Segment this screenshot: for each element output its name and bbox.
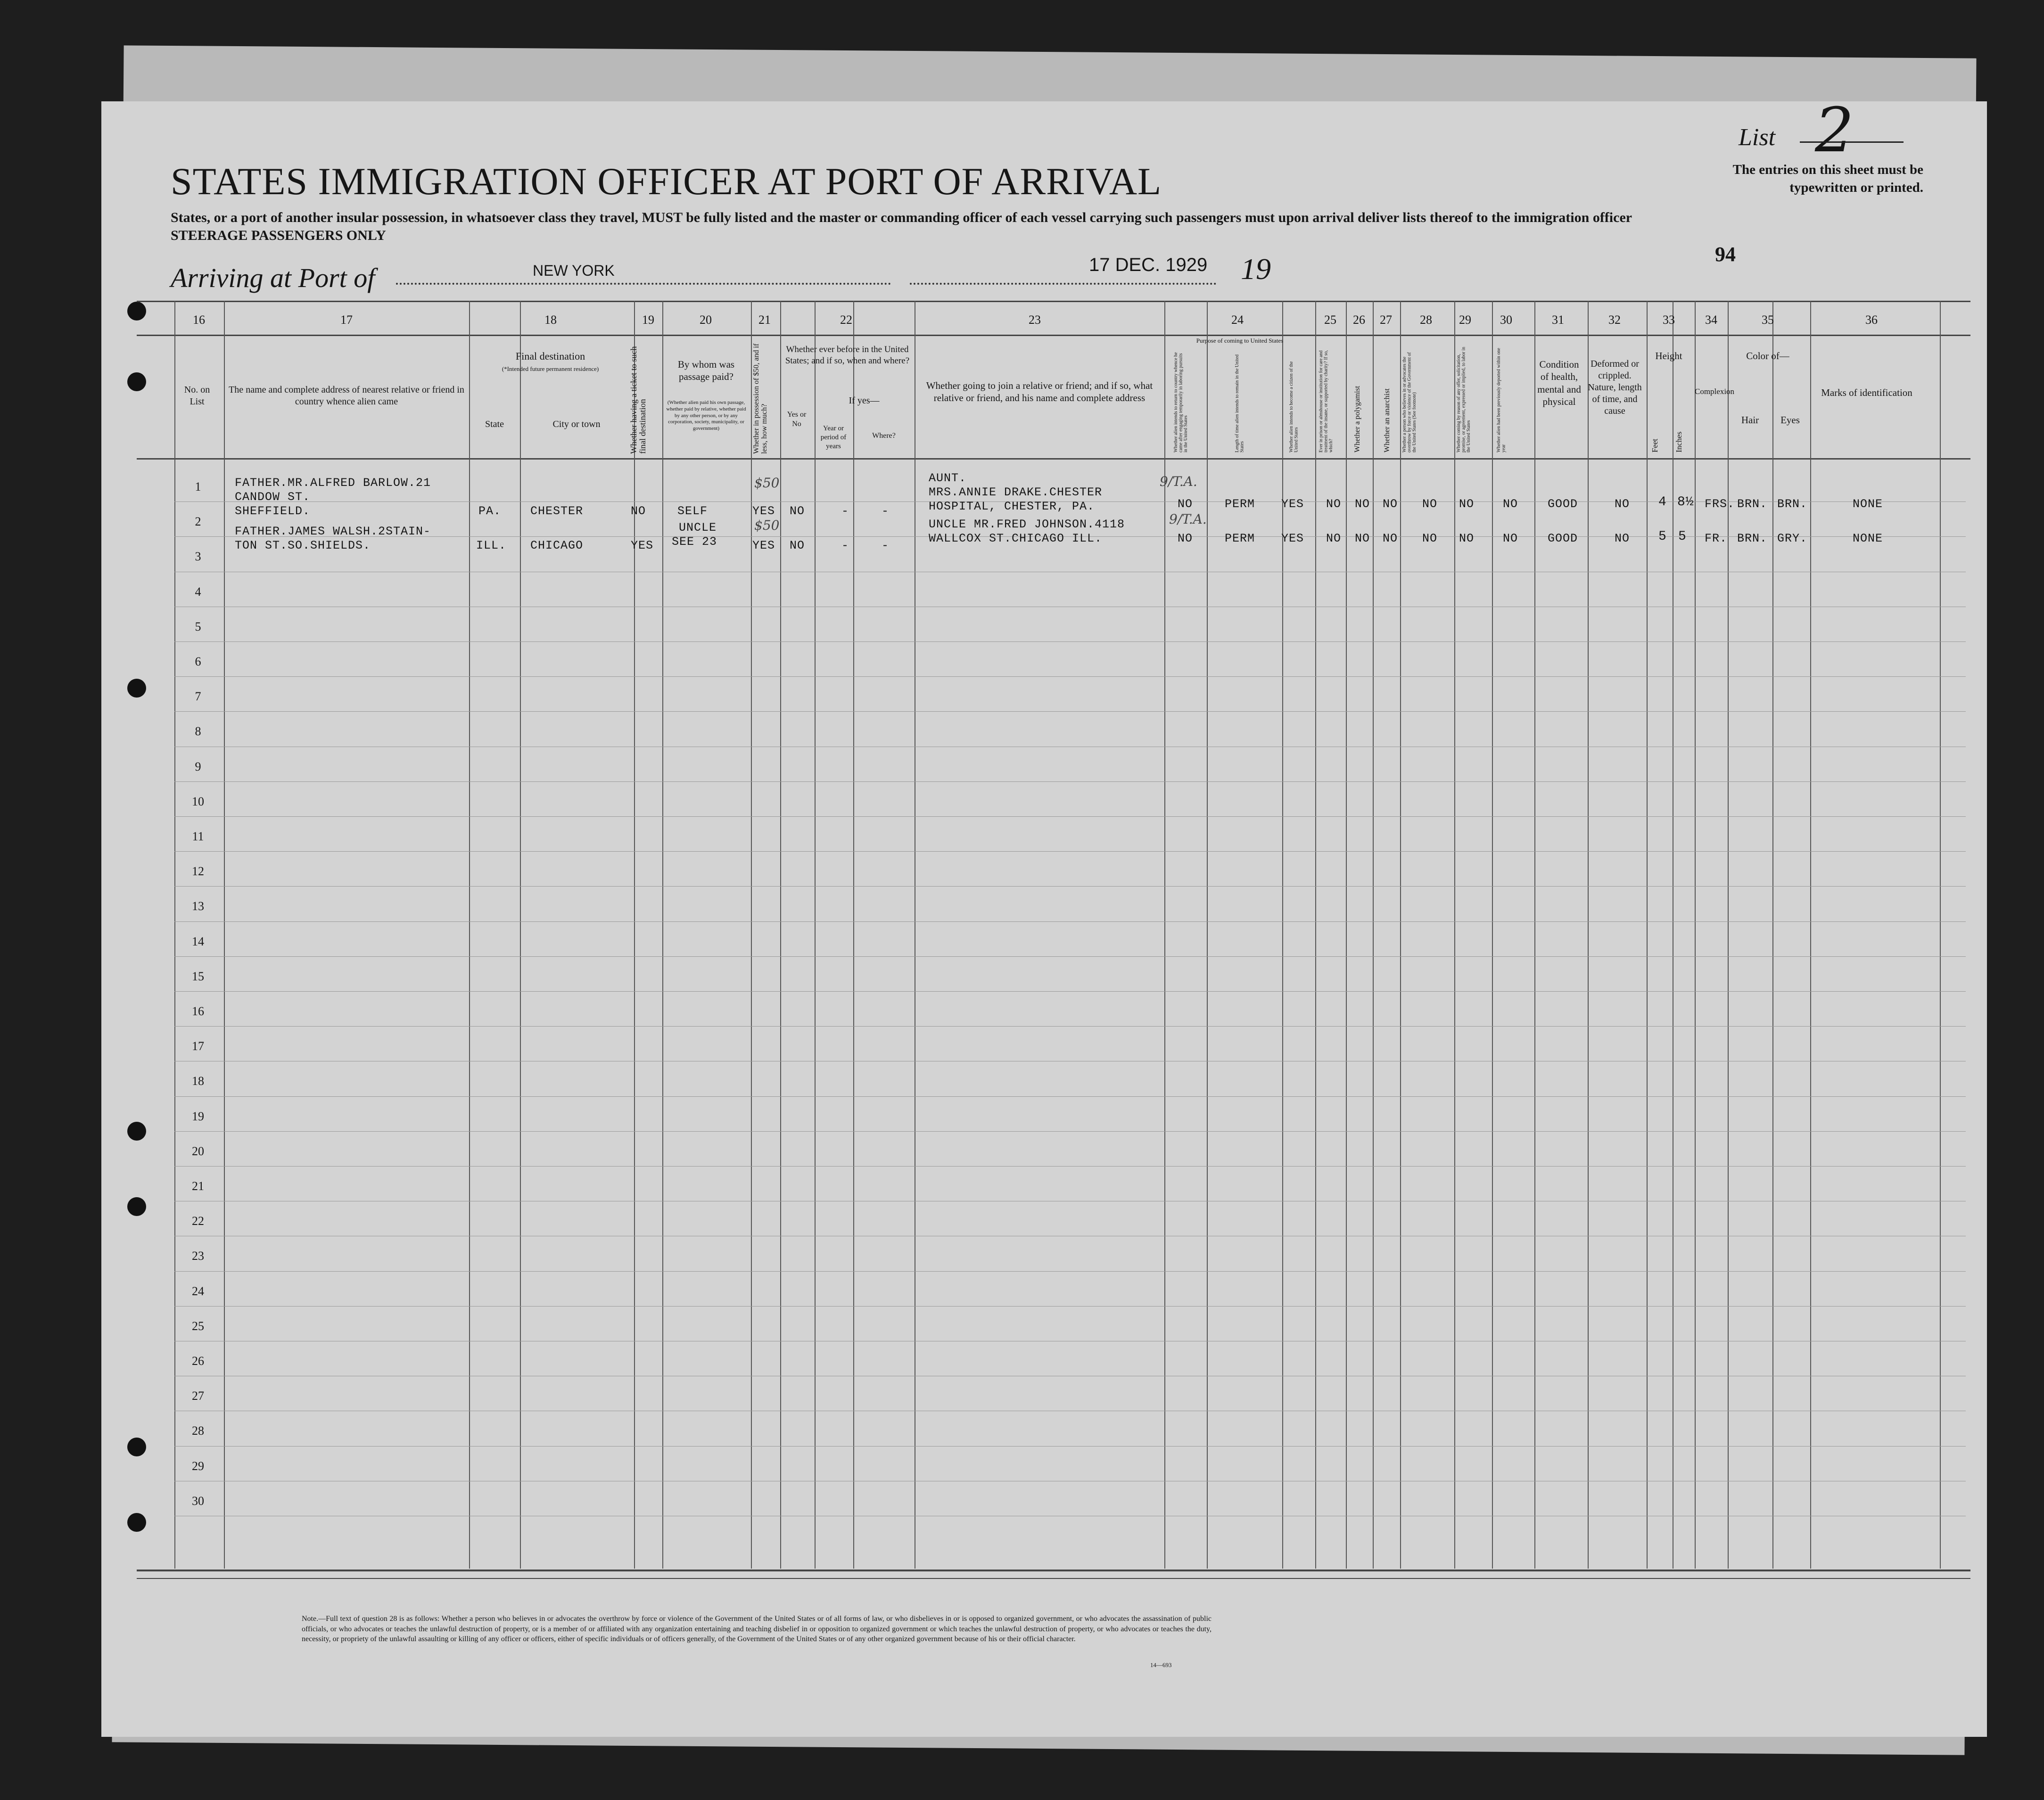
column-line bbox=[1695, 301, 1696, 1569]
row-rule bbox=[174, 711, 1966, 712]
header-where: Where? bbox=[872, 432, 896, 440]
row-rule bbox=[174, 641, 1966, 642]
row2-relative-line1: FATHER.JAMES WALSH.2STAIN- bbox=[235, 525, 431, 538]
row-number: 24 bbox=[192, 1284, 204, 1298]
column-number: 24 bbox=[1231, 313, 1244, 327]
page-number: 94 bbox=[1715, 243, 1736, 266]
row-number: 8 bbox=[195, 724, 201, 739]
column-line bbox=[1373, 301, 1374, 1569]
row2-marks: NONE bbox=[1853, 532, 1883, 545]
row2-where: - bbox=[882, 539, 890, 552]
row-rule bbox=[174, 991, 1966, 992]
row-rule bbox=[174, 1306, 1966, 1307]
row2-hair: BRN. bbox=[1737, 532, 1768, 545]
column-number: 30 bbox=[1500, 313, 1512, 327]
row2-polygamist: NO bbox=[1355, 532, 1370, 545]
row-number: 21 bbox=[192, 1179, 204, 1193]
row1-join-line3: HOSPITAL, CHESTER, PA. bbox=[929, 500, 1095, 513]
row1-possession-handwritten: $50 bbox=[754, 475, 780, 491]
footnote: Note.—Full text of question 28 is as follows: Whether a person who believes in or advocates the overthrow by force or violence of the Government of the United States or of all forms of law, or who disbelieves in or is opposed to organized government, or who advocates the assassination of public officials, or who advocates or teaches the unlawful destruction of property, or is a member of or affiliated with any organization entertaining and teaching disbelief in or opposition to organized government or which teaches the unlawful destruction of property, or who advocates or teaches the duty, necessity, or propriety of the unlawful assaulting or killing of any officer or officers, either of specific individuals or of officers generally, of the Government of the United States or of any other organized government because of his or their official character. bbox=[302, 1615, 1212, 1644]
column-number: 19 bbox=[642, 313, 654, 327]
header-join-relative: Whether going to join a relative or friend; and if so, what relative or friend, and his name and complete address bbox=[926, 380, 1153, 404]
binder-hole bbox=[127, 1122, 146, 1141]
page-title: STATES IMMIGRATION OFFICER AT PORT OF ARRIVAL bbox=[171, 160, 1162, 203]
row2-paid-by-line1: UNCLE bbox=[679, 521, 717, 534]
row-rule bbox=[174, 1096, 1966, 1097]
row1-ta-annotation: 9/T.A. bbox=[1160, 474, 1197, 489]
row2-possession-handwritten: $50 bbox=[754, 518, 780, 533]
column-line bbox=[815, 301, 816, 1569]
row2-join-line1: UNCLE MR.FRED JOHNSON.4118 bbox=[929, 518, 1125, 531]
row1-join-line2: MRS.ANNIE DRAKE.CHESTER bbox=[929, 485, 1103, 499]
header-by-whom: By whom was passage paid? bbox=[677, 359, 735, 383]
header-state: State bbox=[485, 419, 504, 429]
row2-join-line2: WALLCOX ST.CHICAGO ILL. bbox=[929, 532, 1103, 545]
row-number: 1 bbox=[195, 480, 201, 493]
row-number: 30 bbox=[192, 1494, 204, 1508]
row-number: 17 bbox=[192, 1039, 204, 1053]
header-year-period: Year or period of years bbox=[820, 425, 847, 450]
column-line bbox=[634, 301, 635, 1569]
column-line bbox=[751, 301, 752, 1569]
column-line bbox=[1346, 301, 1347, 1569]
row-number: 15 bbox=[192, 969, 204, 983]
header-prison: Ever in prison or almshouse or institution for care and treatment of the insane, or supported by charity? If so, which? bbox=[1319, 350, 1334, 452]
column-number: 17 bbox=[340, 313, 353, 327]
row-number: 29 bbox=[192, 1459, 204, 1473]
header-inches: Inches bbox=[1674, 431, 1683, 452]
header-feet: Feet bbox=[1650, 438, 1659, 452]
column-number: 27 bbox=[1380, 313, 1392, 327]
header-if-yes: If yes— bbox=[849, 395, 880, 406]
row-number: 6 bbox=[195, 655, 201, 668]
header-q29: Whether coming by reason of any offer, solicitation, promise, or agreement, expressed or implied, to labor in the United States bbox=[1456, 346, 1471, 452]
header-final-destination: Final destination bbox=[515, 350, 585, 362]
list-number: 2 bbox=[1815, 94, 1854, 166]
row1-relative-line1: FATHER.MR.ALFRED BARLOW.21 bbox=[235, 476, 431, 490]
row-number: 14 bbox=[192, 934, 204, 948]
list-label: List bbox=[1739, 124, 1776, 151]
column-line bbox=[1940, 301, 1941, 1569]
row-number: 3 bbox=[195, 550, 201, 564]
binder-hole bbox=[127, 1513, 146, 1532]
column-number: 18 bbox=[544, 313, 557, 327]
column-line bbox=[780, 301, 781, 1569]
row-rule bbox=[174, 956, 1966, 957]
row1-paid-by: SELF bbox=[677, 504, 708, 518]
row1-possession: YES bbox=[752, 504, 775, 518]
date-dotted-line bbox=[910, 283, 1216, 285]
column-line bbox=[1492, 301, 1493, 1569]
row2-anarchist: NO bbox=[1383, 532, 1398, 545]
column-line bbox=[1772, 301, 1773, 1569]
row-number: 25 bbox=[192, 1319, 204, 1333]
row2-prison: NO bbox=[1326, 532, 1342, 545]
row2-q29: NO bbox=[1459, 532, 1475, 545]
row1-period: - bbox=[841, 504, 849, 518]
row1-q30: NO bbox=[1503, 497, 1518, 511]
row2-paid-by: SEE 23 bbox=[672, 535, 717, 549]
table-bottom-rule-2 bbox=[137, 1578, 1970, 1579]
row1-q28: NO bbox=[1422, 497, 1438, 511]
row1-deformed: NO bbox=[1615, 497, 1630, 511]
header-marks: Marks of identification bbox=[1821, 387, 1912, 398]
row-number: 16 bbox=[192, 1004, 204, 1018]
row2-ticket: YES bbox=[631, 539, 654, 552]
row1-city: CHESTER bbox=[530, 504, 584, 518]
table-bottom-rule bbox=[137, 1570, 1970, 1571]
column-line bbox=[1207, 301, 1208, 1569]
header-purpose-length: Length of time alien intends to remain in the United States bbox=[1235, 354, 1245, 452]
column-line bbox=[662, 301, 663, 1569]
row2-deformed: NO bbox=[1615, 532, 1630, 545]
row1-purpose-return: NO bbox=[1178, 497, 1193, 511]
column-line bbox=[1164, 301, 1165, 1569]
header-q30: Whether alien had been previously deported within one year bbox=[1496, 348, 1507, 452]
header-q28: Whether a person who believes in or advocates the overthrow by force or violence of the Government of the United States (See footnote) bbox=[1402, 352, 1417, 452]
row2-citizen: YES bbox=[1281, 532, 1304, 545]
binder-hole bbox=[127, 372, 146, 391]
header-yes-or-no: Yes or No bbox=[787, 411, 807, 428]
row1-state: PA. bbox=[478, 504, 502, 518]
row2-complexion: FR. bbox=[1705, 532, 1728, 545]
steerage-label: STEERAGE PASSENGERS ONLY bbox=[171, 227, 386, 243]
row1-ticket: NO bbox=[631, 504, 646, 518]
header-height: Height bbox=[1655, 350, 1682, 362]
column-number: 35 bbox=[1762, 313, 1774, 327]
row-rule bbox=[174, 816, 1966, 817]
row1-marks: NONE bbox=[1853, 497, 1883, 511]
header-no-on-list: No. on List bbox=[184, 385, 210, 407]
binder-hole bbox=[127, 679, 146, 698]
column-line bbox=[1810, 301, 1811, 1569]
header-before-in-us: Whether ever before in the United States; and if so, when and where? bbox=[785, 345, 910, 366]
column-number: 29 bbox=[1459, 313, 1471, 327]
row-rule bbox=[174, 1026, 1966, 1027]
row-number: 23 bbox=[192, 1249, 204, 1263]
row1-q29: NO bbox=[1459, 497, 1475, 511]
header-ticket: Whether having a ticket to such final destination bbox=[629, 346, 647, 454]
entries-note: The entries on this sheet must be typewritten or printed. bbox=[1732, 162, 1923, 195]
header-final-destination-note: (*Intended future permanent residence) bbox=[502, 365, 599, 372]
row-rule bbox=[174, 851, 1966, 852]
header-city: City or town bbox=[552, 419, 601, 429]
row-rule bbox=[174, 781, 1966, 782]
column-line bbox=[1454, 301, 1455, 1569]
column-line bbox=[1534, 301, 1535, 1569]
row-number: 22 bbox=[192, 1214, 204, 1228]
row-number: 12 bbox=[192, 864, 204, 879]
row2-health: GOOD bbox=[1548, 532, 1578, 545]
list-underline bbox=[1800, 141, 1904, 143]
column-line bbox=[1728, 301, 1729, 1569]
row2-possession: YES bbox=[752, 539, 775, 552]
row2-q30: NO bbox=[1503, 532, 1518, 545]
header-hair: Hair bbox=[1741, 414, 1759, 426]
form-code: 14—693 bbox=[1150, 1661, 1172, 1668]
row-number: 28 bbox=[192, 1424, 204, 1438]
column-line bbox=[1400, 301, 1401, 1569]
column-line bbox=[224, 301, 225, 1569]
row-rule bbox=[174, 1131, 1966, 1132]
row1-complexion: FRS. bbox=[1705, 497, 1735, 511]
manifest-sheet bbox=[101, 101, 1987, 1737]
arriving-label: Arriving at Port of bbox=[171, 263, 375, 293]
row-number: 4 bbox=[195, 584, 201, 599]
intro-text bbox=[171, 209, 1656, 244]
row-rule bbox=[174, 1166, 1966, 1167]
row2-before: NO bbox=[790, 539, 805, 552]
year-prefix: 19 bbox=[1241, 252, 1271, 286]
column-number: 33 bbox=[1663, 313, 1675, 327]
row-rule bbox=[174, 1271, 1966, 1272]
port-name: NEW YORK bbox=[533, 262, 615, 279]
column-number: 32 bbox=[1608, 313, 1621, 327]
row1-anarchist: NO bbox=[1383, 497, 1398, 511]
column-line bbox=[1282, 301, 1283, 1569]
column-number: 25 bbox=[1324, 313, 1336, 327]
row1-purpose-length: PERM bbox=[1225, 497, 1255, 511]
row1-join-line1: AUNT. bbox=[929, 471, 967, 485]
column-number: 26 bbox=[1353, 313, 1365, 327]
column-number: 31 bbox=[1552, 313, 1564, 327]
column-number: 21 bbox=[758, 313, 771, 327]
row2-purpose-return: NO bbox=[1178, 532, 1193, 545]
row1-where: - bbox=[882, 504, 890, 518]
row-number: 27 bbox=[192, 1389, 204, 1403]
arrival-date-stamp: 17 DEC. 1929 bbox=[1089, 255, 1208, 275]
binder-hole bbox=[127, 302, 146, 321]
column-line bbox=[1315, 301, 1316, 1569]
column-number: 22 bbox=[840, 313, 852, 327]
row-number: 2 bbox=[195, 515, 201, 529]
row1-citizen: YES bbox=[1281, 497, 1304, 511]
binder-hole bbox=[127, 1438, 146, 1456]
row-rule bbox=[174, 676, 1966, 677]
column-number: 16 bbox=[193, 313, 205, 327]
column-number: 34 bbox=[1705, 313, 1717, 327]
header-purpose-citizen: Whether alien intends to become a citizen of the United States bbox=[1289, 361, 1299, 452]
header-eyes: Eyes bbox=[1780, 414, 1800, 426]
column-line bbox=[469, 301, 470, 1569]
header-purpose: Purpose of coming to United States bbox=[1196, 337, 1284, 344]
row-number: 10 bbox=[192, 794, 204, 808]
row-rule bbox=[174, 886, 1966, 887]
row-number: 19 bbox=[192, 1109, 204, 1123]
row2-state: ILL. bbox=[476, 539, 507, 552]
column-line bbox=[520, 301, 521, 1569]
row1-feet: 4 bbox=[1658, 495, 1667, 510]
header-health: Condition of health, mental and physical bbox=[1537, 359, 1581, 407]
column-line bbox=[853, 301, 854, 1569]
row1-before: NO bbox=[790, 504, 805, 518]
row-number: 13 bbox=[192, 899, 204, 913]
row2-city: CHICAGO bbox=[530, 539, 584, 552]
row-number: 18 bbox=[192, 1074, 204, 1088]
header-relative-abroad: The name and complete address of nearest relative or friend in country whence alien came bbox=[229, 385, 464, 407]
row-number: 26 bbox=[192, 1354, 204, 1368]
row-number: 7 bbox=[195, 690, 201, 704]
column-number: 20 bbox=[700, 313, 712, 327]
row1-polygamist: NO bbox=[1355, 497, 1370, 511]
row-number: 20 bbox=[192, 1144, 204, 1158]
row2-inches: 5 bbox=[1678, 529, 1687, 544]
row2-eyes: GRY. bbox=[1777, 532, 1808, 545]
column-number: 23 bbox=[1029, 313, 1041, 327]
row2-q28: NO bbox=[1422, 532, 1438, 545]
row1-relative-line3: SHEFFIELD. bbox=[235, 504, 311, 518]
row2-ta-annotation: 9/T.A. bbox=[1169, 511, 1207, 527]
binder-hole bbox=[127, 1197, 146, 1216]
header-deformed: Deformed or crippled. Nature, length of time, and cause bbox=[1588, 359, 1642, 416]
row1-inches: 8½ bbox=[1677, 495, 1694, 510]
row2-relative-line2: TON ST.SO.SHIELDS. bbox=[235, 539, 371, 552]
row1-eyes: BRN. bbox=[1777, 497, 1808, 511]
header-purpose-return: Whether alien intends to return to country whence he came after engaging temporarily in laboring pursuits in the United States bbox=[1173, 352, 1188, 452]
row2-period: - bbox=[841, 539, 849, 552]
row-number: 11 bbox=[192, 830, 204, 843]
intro-line: States, or a port of another insular possession, in whatsoever class they travel, MUST be fully listed and the master or commanding officer of each vessel carrying such passengers must upon arrival deliver lists thereof to the immigration officer bbox=[171, 210, 1632, 225]
header-possession: Whether in possession of $50, and if less, how much? bbox=[752, 343, 768, 454]
row-rule bbox=[174, 1446, 1966, 1447]
row-number: 9 bbox=[195, 759, 201, 773]
header-color-of: Color of— bbox=[1746, 350, 1789, 362]
column-line bbox=[1588, 301, 1589, 1569]
row-number: 5 bbox=[195, 619, 201, 633]
row2-purpose-length: PERM bbox=[1225, 532, 1255, 545]
column-line bbox=[1647, 301, 1648, 1569]
row1-hair: BRN. bbox=[1737, 497, 1768, 511]
header-complexion: Complexion bbox=[1695, 387, 1735, 396]
column-number: 28 bbox=[1420, 313, 1432, 327]
column-number: 36 bbox=[1865, 313, 1878, 327]
header-anarchist: Whether an anarchist bbox=[1383, 388, 1391, 452]
header-polygamist: Whether a polygamist bbox=[1353, 386, 1361, 452]
row1-relative-line2: CANDOW ST. bbox=[235, 490, 311, 504]
header-by-whom-note: (Whether alien paid his own passage, whether paid by relative, whether paid by any other person, or by any corporation, society, municipality, or government) bbox=[666, 400, 746, 431]
row1-health: GOOD bbox=[1548, 497, 1578, 511]
row2-feet: 5 bbox=[1658, 529, 1667, 544]
port-dotted-line bbox=[396, 283, 891, 285]
row-rule bbox=[174, 921, 1966, 922]
row1-prison: NO bbox=[1326, 497, 1342, 511]
